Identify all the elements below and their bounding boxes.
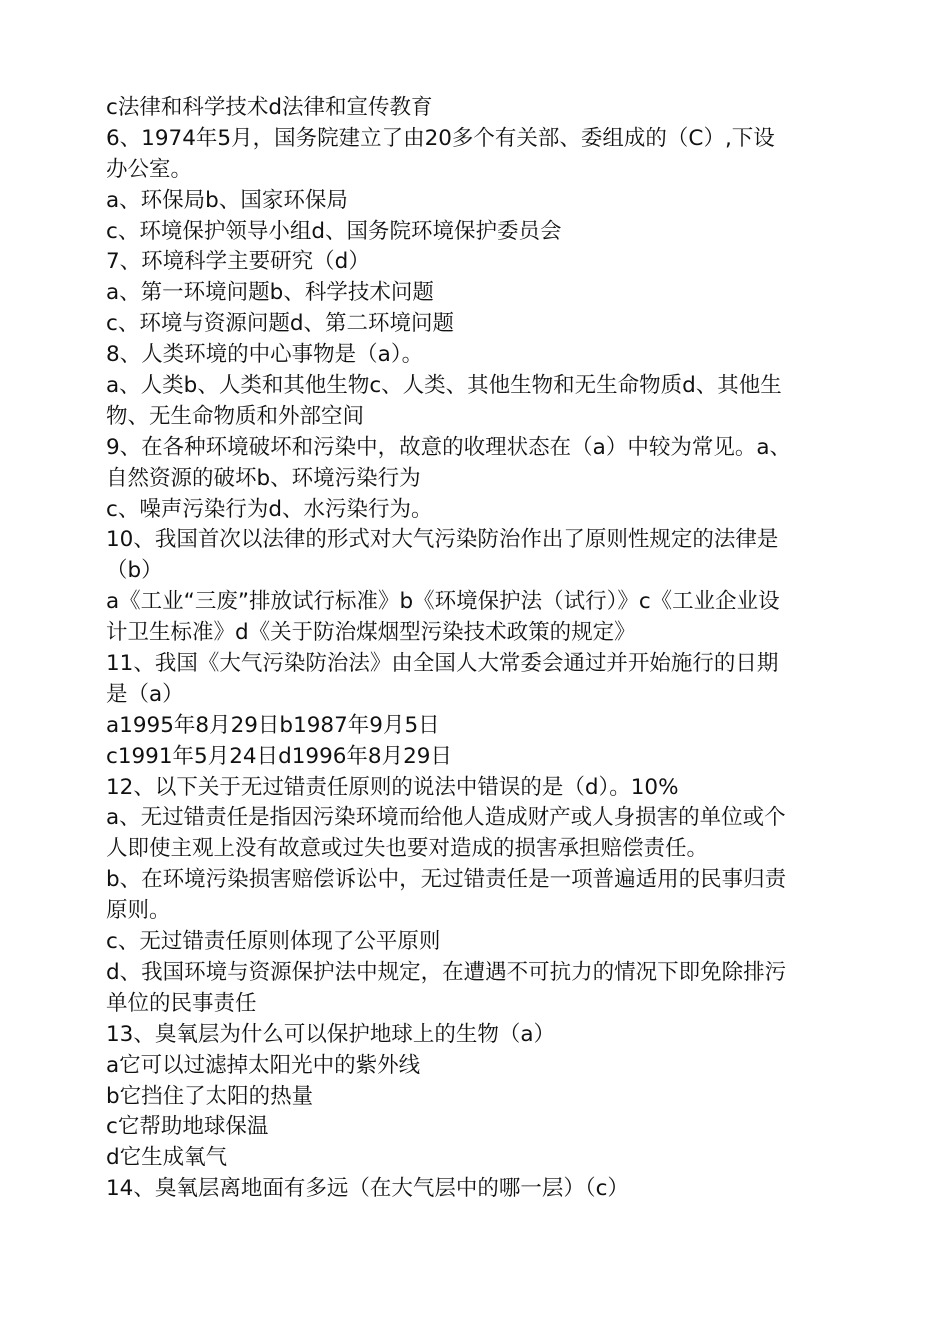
question-11: 11、我国《大气污染防治法》由全国人大常委会通过并开始施行的日期 xyxy=(106,651,779,677)
answer-options: c、噪声污染行为d、水污染行为。 xyxy=(106,496,433,522)
question-8: 8、人类环境的中心事物是（a）。 xyxy=(106,342,424,368)
answer-options: a、人类b、人类和其他生物c、人类、其他生物和无生命物质d、其他生 xyxy=(106,373,782,399)
text-line: 计卫生标准》d《关于防治煤烟型污染技术政策的规定》 xyxy=(106,620,636,646)
answer-options: a、环保局b、国家环保局 xyxy=(106,187,348,213)
answer-options: a《工业“三废”排放试行标准》b《环境保护法（试行）》c《工业企业设 xyxy=(106,589,780,615)
document-page xyxy=(106,93,866,1205)
answer-option-d: d、我国环境与资源保护法中规定，在遭遇不可抗力的情况下即免除排污 xyxy=(106,959,787,985)
question-6: 6、1974年5月，国务院建立了由20多个有关部、委组成的（C）,下设 xyxy=(106,125,775,151)
answer-option-c: c、无过错责任原则体现了公平原则 xyxy=(106,929,441,955)
answer-option-b: b、在环境污染损害赔偿诉讼中，无过错责任是一项普遍适用的民事归责 xyxy=(106,867,787,893)
text-line: （b） xyxy=(106,558,163,584)
answer-options: c、环境保护领导小组d、国务院环境保护委员会 xyxy=(106,218,562,244)
question-10: 10、我国首次以法律的形式对大气污染防治作出了原则性规定的法律是 xyxy=(106,527,779,553)
question-13: 13、臭氧层为什么可以保护地球上的生物（a） xyxy=(106,1021,556,1047)
answer-option-d: d它生成氧气 xyxy=(106,1145,228,1171)
answer-options: a1995年8月29日b1987年9月5日 xyxy=(106,712,440,738)
answer-option-a: a它可以过滤掉太阳光中的紫外线 xyxy=(106,1052,421,1078)
question-12: 12、以下关于无过错责任原则的说法中错误的是（d）。10% xyxy=(106,774,679,800)
answer-options: c1991年5月24日d1996年8月29日 xyxy=(106,743,452,769)
question-7: 7、环境科学主要研究（d） xyxy=(106,249,370,275)
answer-option-a: a、无过错责任是指因污染环境而给他人造成财产或人身损害的单位或个 xyxy=(106,805,786,831)
text-line: c法律和科学技术d法律和宣传教育 xyxy=(106,95,433,120)
text-line: 办公室。 xyxy=(106,156,193,182)
answer-options: c、环境与资源问题d、第二环境问题 xyxy=(106,311,454,337)
text-line: 人即使主观上没有故意或过失也要对造成的损害承担赔偿责任。 xyxy=(106,836,709,862)
answer-options: a、第一环境问题b、科学技术问题 xyxy=(106,280,434,306)
text-line: 是（a） xyxy=(106,681,184,707)
answer-options: 自然资源的破坏b、环境污染行为 xyxy=(106,465,421,491)
answer-option-b: b它挡住了太阳的热量 xyxy=(106,1083,314,1109)
text-line: 物、无生命物质和外部空间 xyxy=(106,403,365,429)
question-9: 9、在各种环境破坏和污染中，故意的收理状态在（a）中较为常见。a、 xyxy=(106,434,792,460)
text-line: 单位的民事责任 xyxy=(106,990,257,1016)
text-line: 原则。 xyxy=(106,898,171,924)
question-14: 14、臭氧层离地面有多远（在大气层中的哪一层）（c） xyxy=(106,1176,629,1202)
answer-option-c: c它帮助地球保温 xyxy=(106,1114,269,1140)
